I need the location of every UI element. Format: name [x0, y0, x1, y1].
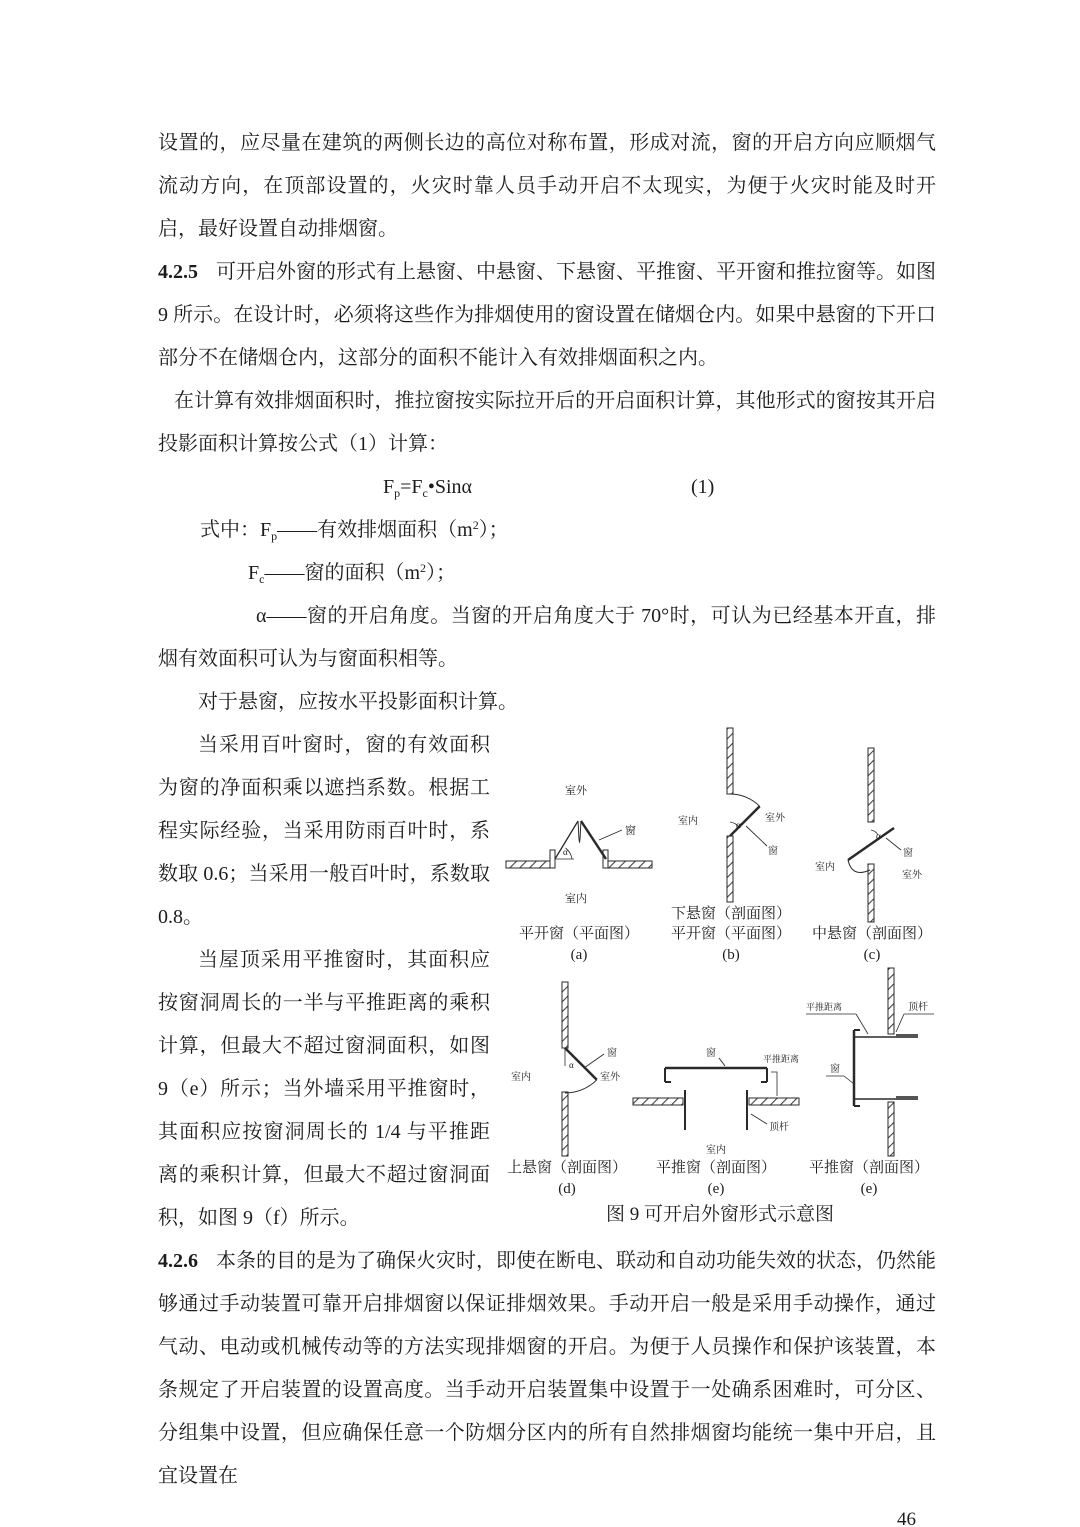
formula-row — [158, 466, 936, 509]
paragraph-continuation: 设置的，应尽量在建筑的两侧长边的高位对称布置，形成对流，窗的开启方向应顺烟气流动方向，在顶部设置的，火灾时靠人员手动开启不太现实，为便于火灾时能及时开启，最好设置自动排烟窗。 — [158, 132, 936, 240]
formula-number: (1) — [691, 476, 715, 498]
label-angle: α — [736, 820, 741, 830]
where-line-fp: 式中：$F_p——$有效排烟面积$(m^2)$； — [200, 518, 509, 543]
label-window: 窗 — [625, 825, 636, 837]
figure-9-caption: 图 9 可开启外窗形式示意图 — [605, 1204, 834, 1225]
diagram-a-casement-plan — [504, 764, 654, 924]
clause-number-4-2-5: 4.2.5 — [158, 261, 198, 283]
tag-a: (a) — [570, 947, 588, 963]
figure-cell-e — [631, 1006, 801, 1200]
figure-9 — [504, 726, 936, 1228]
where-line-fc: $F_c——$窗的面积$(m^2)$； — [248, 561, 457, 586]
tag-c: (c) — [863, 947, 881, 963]
rod-leader — [896, 1014, 934, 1032]
window-leader — [719, 1058, 725, 1066]
caption-b-line1: 下悬窗（剖面图） — [670, 906, 791, 922]
paragraph-push-window: 当屋顶采用平推窗时，其面积应按窗洞周长的一半与平推距离的乘积计算，但最大不超过窗洞面积，如图 9（e）所示；当外墙采用平推窗时，其面积应按窗洞周长的 1/4 与平推距离的乘积计算，但最大不超过窗洞面积，如图 9（f）所示。 — [158, 949, 490, 1229]
where-line-alpha: α——窗的开启角度。当窗的开启角度大于 70°时，可认为已经基本开直，排烟有效面积可认为与窗面积相等。 — [158, 605, 936, 670]
wall — [868, 748, 874, 922]
paragraph-clause-4-2-6 — [158, 1240, 936, 1498]
wall — [506, 850, 652, 868]
label-outdoor: 室外 — [565, 785, 587, 797]
caption-f: 平推窗（剖面图） — [808, 1160, 929, 1176]
window-pane — [565, 1048, 597, 1093]
window-pane — [854, 1030, 860, 1106]
wall — [727, 728, 733, 902]
window-leader — [599, 830, 622, 840]
label-indoor: 室内 — [706, 1145, 726, 1156]
figure-cell-f — [802, 966, 936, 1200]
figure-cell-c — [808, 746, 936, 966]
tag-e: (e) — [707, 1181, 725, 1197]
label-angle: α — [876, 831, 881, 841]
clause-text-4-2-6: 本条的目的是为了确保火灾时，即使在断电、联动和自动功能失效的状态，仍然能够通过手动装置可靠开启排烟窗以保证排烟效果。手动开启一般是采用手动操作，通过气动、电动或机械传动等的方法实现排烟窗的开启。为便于人员操作和保护该装置，本条规定了开启装置的设置高度。当手动开启装置集中设置于一处确系困难时，可分区、分组集中设置，但应确保任意一个防烟分区内的所有自然排烟窗均能统一集中开启，且宜设置在 — [158, 1250, 936, 1487]
clause-text-4-2-5: 可开启外窗的形式有上悬窗、中悬窗、下悬窗、平推窗、平开窗和推拉窗等。如图 9 所示。在设计时，必须将这些作为排烟使用的窗设置在储烟仓内。如果中悬窗的下开口部分不在储烟仓内，这部分的面积不能计入有效排烟面积之内。 — [158, 261, 936, 369]
paragraph-hanging-window: 对于悬窗，应按水平投影面积计算。 — [198, 691, 518, 713]
label-outdoor: 室外 — [765, 813, 785, 824]
label-window: 窗 — [830, 1064, 840, 1075]
diagram-f-parallel-push-wall-section — [802, 966, 936, 1158]
label-indoor: 室内 — [678, 816, 698, 827]
wall — [888, 968, 894, 1156]
caption-b-line2: 平开窗（平面图） — [670, 926, 791, 942]
paragraph-calculation: 在计算有效排烟面积时，推拉窗按实际拉开后的开启面积计算，其他形式的窗按其开启投影面积计算按公式（1）计算： — [158, 390, 936, 455]
push-rods — [685, 1090, 747, 1130]
label-indoor: 室内 — [815, 862, 835, 873]
window-leader — [746, 826, 767, 846]
label-window: 窗 — [607, 1048, 617, 1059]
figure-cell-d — [504, 980, 630, 1200]
label-window: 窗 — [768, 846, 778, 857]
diagram-c-center-pivoted-section — [808, 746, 936, 924]
diagram-d-top-hung-section — [504, 980, 630, 1158]
caption-d: 上悬窗（剖面图） — [506, 1160, 627, 1176]
caption-a: 平开窗（平面图） — [518, 926, 639, 942]
rod-leader — [751, 1114, 767, 1124]
label-push-distance: 平推距离 — [806, 1002, 843, 1012]
tag-f: (e) — [860, 1181, 878, 1197]
label-indoor: 室内 — [565, 893, 587, 905]
window-pane — [665, 1068, 767, 1082]
tag-b: (b) — [722, 947, 740, 963]
label-rod: 顶杆 — [769, 1122, 789, 1133]
diagram-b-bottom-hung-section — [670, 726, 792, 904]
formula-1: $F_p=F_c•Sin\alpha$ — [383, 476, 473, 500]
label-indoor: 室内 — [511, 1072, 531, 1083]
label-push-distance: 平推距离 — [762, 1054, 799, 1064]
figure-cell-b — [670, 726, 792, 966]
window-leader — [584, 1054, 604, 1068]
figure-row-1 — [504, 726, 936, 966]
label-window: 窗 — [706, 1048, 716, 1059]
figure-row-2 — [504, 966, 936, 1200]
window-pane — [730, 794, 760, 836]
paragraph-clause-4-2-5 — [158, 251, 936, 380]
caption-e: 平推窗（剖面图） — [655, 1160, 776, 1176]
page-number: 46 — [897, 1509, 916, 1527]
label-rod: 顶杆 — [908, 1002, 928, 1013]
tag-d: (d) — [558, 1181, 576, 1197]
window-leader — [826, 1076, 854, 1084]
label-angle: α — [563, 847, 568, 857]
roof — [633, 1098, 799, 1105]
push-rods — [854, 1034, 918, 1100]
label-angle: α — [569, 1060, 574, 1070]
clause-number-4-2-6: 4.2.6 — [158, 1250, 198, 1272]
diagram-e-parallel-push-roof-section — [631, 1006, 801, 1158]
label-outdoor: 室外 — [902, 870, 922, 881]
window-leader — [886, 838, 901, 850]
label-window: 窗 — [903, 848, 913, 859]
caption-c: 中悬窗（剖面图） — [811, 926, 932, 942]
distance-mark — [771, 1072, 777, 1096]
wall — [562, 982, 568, 1156]
figure-cell-a — [504, 764, 654, 966]
paragraph-louver: 当采用百叶窗时，窗的有效面积为窗的净面积乘以遮挡系数。根据工程实际经验，当采用防雨百叶时，系数取 0.6；当采用一般百叶时，系数取 0.8。 — [158, 734, 490, 928]
label-outdoor: 室外 — [600, 1072, 620, 1083]
